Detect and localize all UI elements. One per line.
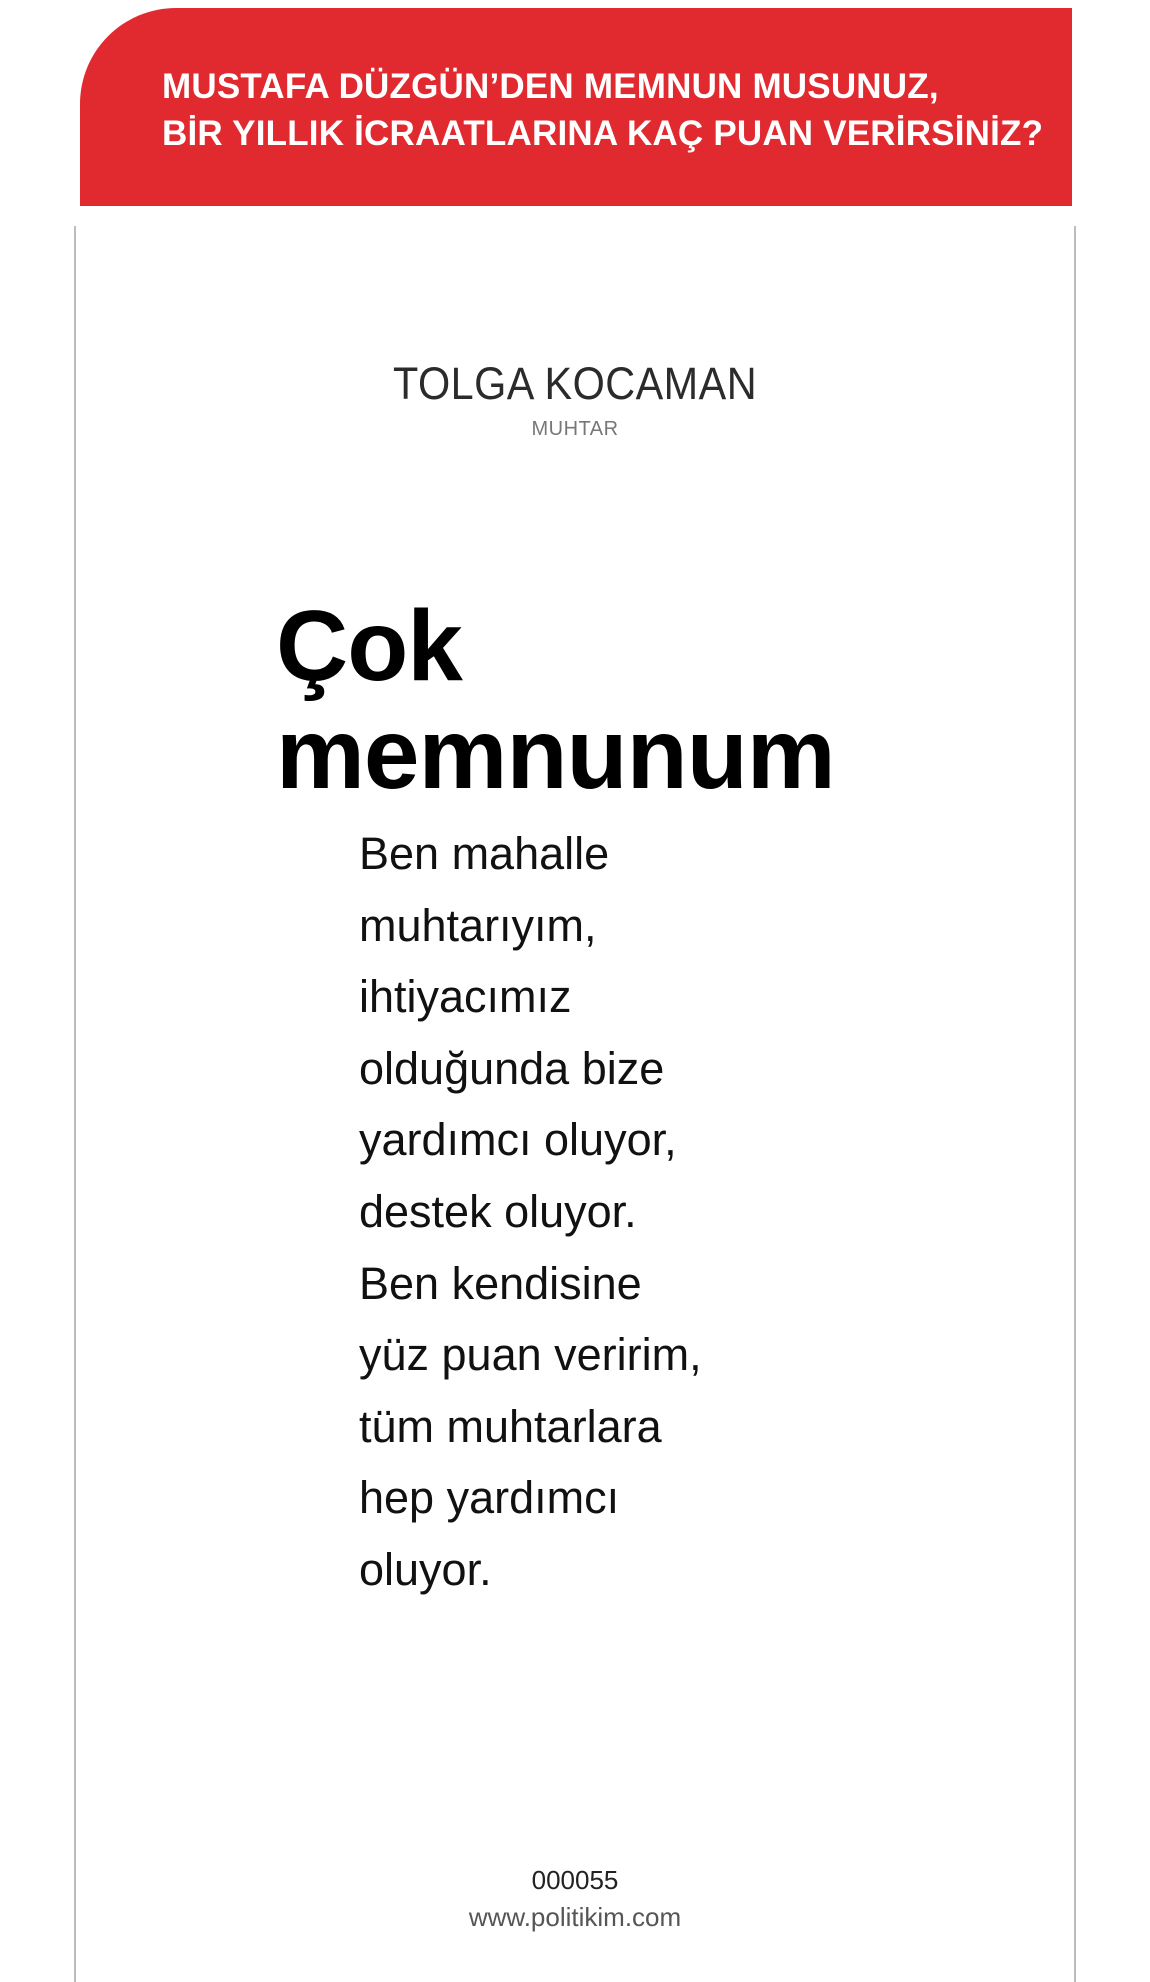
- left-frame-divider: [74, 226, 76, 1982]
- quote-headline: [276, 592, 996, 808]
- body-line: destek oluyor.: [359, 1185, 637, 1237]
- body-line: hep yardımcı: [359, 1472, 620, 1524]
- body-line: yardımcı oluyor,: [359, 1114, 677, 1166]
- body-line: tüm muhtarlara: [359, 1400, 662, 1452]
- banner-question-line-1: MUSTAFA DÜZGÜN’DEN MEMNUN MUSUNUZ,: [162, 67, 939, 106]
- right-frame-divider: [1074, 226, 1076, 1982]
- body-line: oluyor.: [359, 1543, 492, 1595]
- headline-line: Çok: [276, 590, 462, 702]
- headline-line: memnunum: [276, 698, 835, 810]
- banner-question-line-2: BİR YILLIK İCRAATLARINA KAÇ PUAN VERİRSİNİZ?: [162, 114, 1044, 153]
- question-banner: [80, 8, 1072, 206]
- body-line: Ben mahalle: [359, 828, 610, 879]
- body-line: olduğunda bize: [359, 1042, 665, 1094]
- body-line: Ben kendisine: [359, 1257, 642, 1309]
- person-role: MUHTAR: [531, 418, 619, 440]
- footer-code: 000055: [531, 1865, 619, 1895]
- body-line: muhtarıyım,: [359, 899, 597, 951]
- body-line: ihtiyacımız: [359, 971, 572, 1023]
- body-line: yüz puan veririm,: [359, 1329, 702, 1381]
- quote-body: [359, 818, 879, 1606]
- footer-website-link[interactable]: www.politikim.com: [468, 1902, 682, 1932]
- person-name: TOLGA KOCAMAN: [392, 358, 758, 409]
